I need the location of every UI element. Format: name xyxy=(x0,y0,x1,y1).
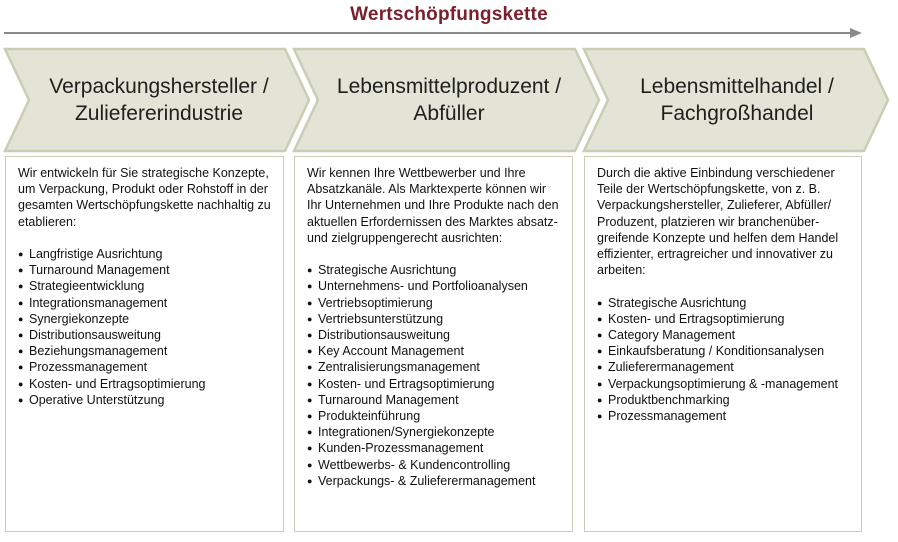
stage-2-intro: Wir kennen Ihre Wettbewerber und Ihre Absatzkanäle. Als Marktexperte können wir Ihr Unternehmen und Ihre Produkte nach den aktuellen Erfordernissen des Marktes absatz- und zielgruppengerecht ausrichten: xyxy=(307,166,559,245)
stage-2-bullet: ● Unternehmens- und Portfolioanalysen xyxy=(307,278,562,294)
stage-3-intro: Durch die aktive Einbindung verschiedener Teile der Wertschöpfungskette, von z. B. Verpackungshersteller, Zulieferer, Abfüller/ Produzent, platzieren wir branchenüber- greifende Konzepte und helfen dem Handel effizienter, ertragreicher und innovativer zu arbeiten: xyxy=(597,166,839,278)
stage-1-bullet: ● Integrationsmanagement xyxy=(18,295,273,311)
stage-3-bullet-list xyxy=(597,295,851,425)
stage-3-title-line-1: Lebensmittelhandel / xyxy=(640,75,834,98)
stage-2-bullet: ● Distributionsausweitung xyxy=(307,327,562,343)
stage-3-bullet: ● Produktbenchmarking xyxy=(597,392,851,408)
stage-3-title xyxy=(608,48,866,152)
stage-1-bullet: ● Kosten- und Ertragsoptimierung xyxy=(18,376,273,392)
stage-1-bullet: ● Prozessmanagement xyxy=(18,359,273,375)
stage-2-bullet: ● Key Account Management xyxy=(307,343,562,359)
stage-1-bullet: ● Operative Unterstützung xyxy=(18,392,273,408)
stage-2-bullet: ● Verpackungs- & Zulieferermanagement xyxy=(307,473,562,489)
stage-3-description-box xyxy=(584,156,862,532)
stage-3-bullet: ● Kosten- und Ertragsoptimierung xyxy=(597,311,851,327)
stage-2-bullet: ● Wettbewerbs- & Kundencontrolling xyxy=(307,457,562,473)
stage-2-bullet: ● Vertriebsunterstützung xyxy=(307,311,562,327)
stage-3-title-line-2: Fachgroßhandel xyxy=(660,102,814,125)
stage-3-bullet: ● Zulieferermanagement xyxy=(597,359,851,375)
stage-3-bullet: ● Prozessmanagement xyxy=(597,408,851,424)
stage-3-bullet: ● Verpackungsoptimierung & -management xyxy=(597,376,851,392)
stage-2-bullet: ● Zentralisierungsmanagement xyxy=(307,359,562,375)
stage-2-title xyxy=(318,48,580,152)
stage-2-bullet-list xyxy=(307,262,562,489)
stage-3-bullet: ● Einkaufsberatung / Konditionsanalysen xyxy=(597,343,851,359)
stage-1-bullet: ● Turnaround Management xyxy=(18,262,273,278)
stage-2-bullet: ● Integrationen/Synergiekonzepte xyxy=(307,424,562,440)
stage-1-bullet: ● Distributionsausweitung xyxy=(18,327,273,343)
stage-1-title xyxy=(30,48,288,152)
stage-1-bullet: ● Langfristige Ausrichtung xyxy=(18,246,273,262)
stage-2-bullet: ● Produkteinführung xyxy=(307,408,562,424)
value-chain-arrowhead xyxy=(850,28,862,38)
stage-1-bullet: ● Beziehungsmanagement xyxy=(18,343,273,359)
stage-2-bullet: ● Kosten- und Ertragsoptimierung xyxy=(307,376,562,392)
stage-2-title-line-1: Lebensmittelproduzent / xyxy=(336,75,562,98)
stage-1-description-box xyxy=(5,156,284,532)
stage-1-bullet-list xyxy=(18,246,273,408)
stage-3-bullet: ● Category Management xyxy=(597,327,851,343)
stage-2-title-line-2: Abfüller xyxy=(413,102,485,125)
stage-1-intro: Wir entwickeln für Sie strategische Konzepte, um Verpackung, Produkt oder Rohstoff in der gesamten Wertschöpfungskette nachhaltig zu etablieren: xyxy=(18,166,271,229)
stage-1-title-line-1: Verpackungshersteller / xyxy=(49,75,269,98)
stage-3-bullet: ● Strategische Ausrichtung xyxy=(597,295,851,311)
stage-2-bullet: ● Kunden-Prozessmanagement xyxy=(307,440,562,456)
stage-1-title-line-2: Zuliefererindustrie xyxy=(74,102,244,125)
value-chain-arrow xyxy=(0,24,898,42)
stage-1-bullet: ● Strategieentwicklung xyxy=(18,278,273,294)
stage-2-description-box xyxy=(294,156,573,532)
stage-2-bullet: ● Strategische Ausrichtung xyxy=(307,262,562,278)
stage-2-bullet: ● Vertriebsoptimierung xyxy=(307,295,562,311)
stage-1-bullet: ● Synergiekonzepte xyxy=(18,311,273,327)
stage-2-bullet: ● Turnaround Management xyxy=(307,392,562,408)
value-chain-headline: Wertschöpfungskette xyxy=(350,4,548,25)
